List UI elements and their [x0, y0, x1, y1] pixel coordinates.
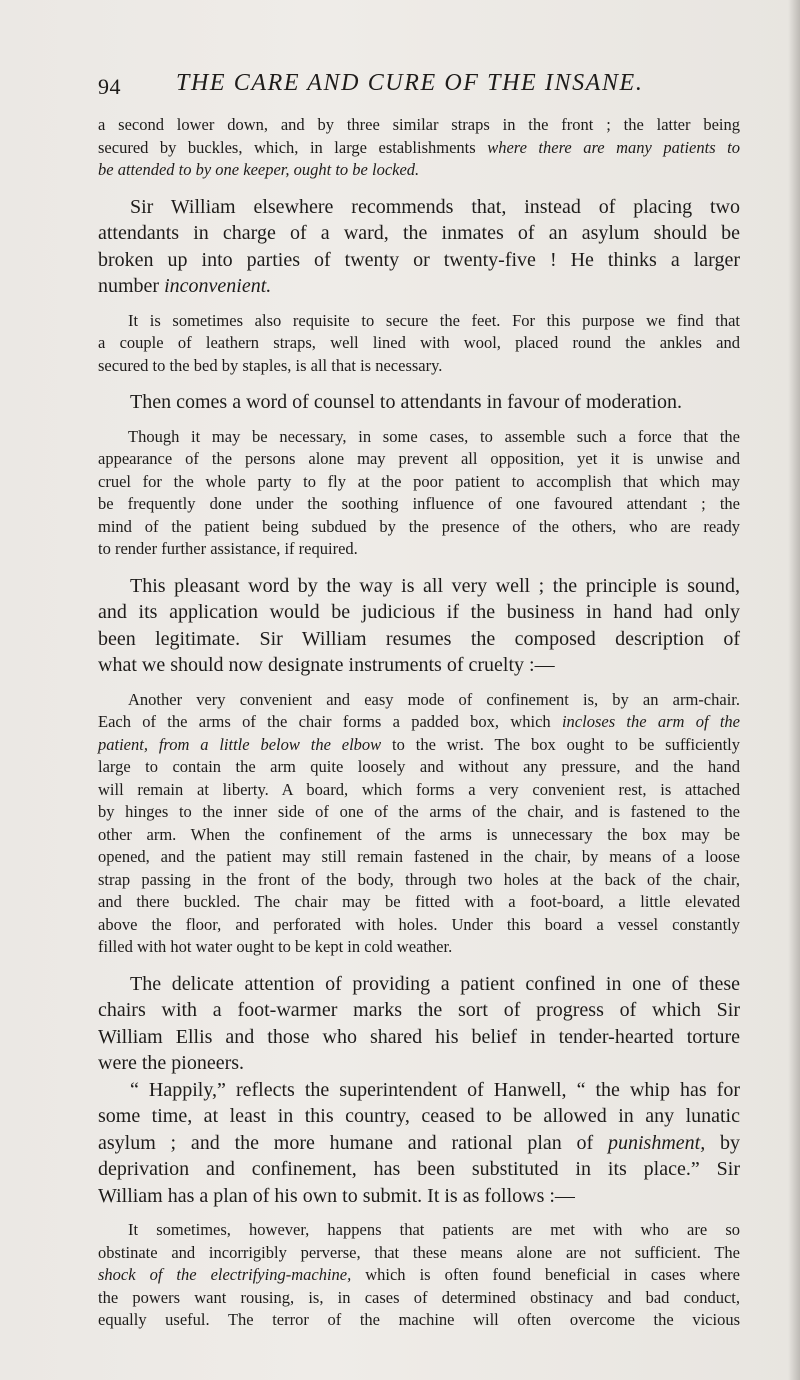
quoted-passage: [98, 1219, 740, 1332]
italic-phrase: shock of the electrifying-machine,: [98, 1265, 352, 1284]
text-line: some time, at least in this country, ceased to be allowed in any lunatic: [98, 1105, 740, 1127]
quoted-passage: [98, 310, 740, 378]
italic-phrase: inconvenient.: [164, 275, 272, 297]
quoted-passage: [98, 689, 740, 959]
page-number: 94: [98, 74, 121, 99]
text-line: equally useful. The terror of the machine will often overcome the vicious: [98, 1310, 740, 1329]
text-line: and there buckled. The chair may be fitted with a foot-board, a little elevated: [98, 892, 740, 911]
text-line: been legitimate. Sir William resumes the composed description of: [98, 627, 740, 650]
text-line: secured by buckles, which, in large establishments where there are many patients to: [98, 137, 740, 157]
running-head: THE CARE AND CURE OF THE INSANE.: [176, 70, 644, 96]
text-line: cruel for the whole party to fly at the poor patient to accomplish that which may: [98, 471, 740, 491]
quoted-passage: [98, 114, 740, 182]
text-line: obstinate and incorrigibly perverse, that these means alone are not sufficient. The: [98, 1242, 740, 1262]
text-line: Though it may be necessary, in some cases, to assemble such a force that the: [128, 426, 740, 446]
text-line: deprivation and confinement, has been substituted in its place.” Sir: [98, 1158, 740, 1180]
text-line: Each of the arms of the chair forms a padded box, which incloses the arm of the: [98, 712, 740, 731]
text-line: “ Happily,” reflects the superintendent of Hanwell, “ the whip has for: [130, 1078, 740, 1101]
text-line: Then comes a word of counsel to attendants in favour of moderation.: [130, 391, 683, 413]
text-line: secured to the bed by staples, is all that is necessary.: [98, 355, 443, 375]
page-edge-shadow: [788, 0, 800, 1380]
text-line: will remain at liberty. A board, which forms a very convenient rest, is attached: [98, 779, 740, 799]
body-paragraph: [98, 389, 740, 416]
italic-phrase: patient, from a little below the elbow: [98, 734, 382, 754]
text-line: what we should now designate instruments of cruelty :—: [98, 654, 555, 676]
text-line: a second lower down, and by three similar straps in the front ; the latter being: [98, 115, 740, 134]
text-line: large to contain the arm quite loosely and without any pressure, and the hand: [98, 757, 740, 776]
italic-phrase: be attended to by one keeper, ought to be locked.: [98, 160, 420, 179]
body-paragraph: [98, 573, 740, 679]
text-line: and its application would be judicious if the business in hand had only: [98, 601, 740, 623]
text-line: [98, 159, 740, 182]
text-line: attendants in charge of a ward, the inmates of an asylum should be: [98, 222, 740, 244]
text-line: filled with hot water ought to be kept in cold weather.: [98, 937, 453, 956]
text-line: William has a plan of his own to submit. It is as follows :—: [98, 1184, 575, 1207]
text-line: other arm. When the confinement of the arms is unnecessary the box may be: [98, 824, 740, 844]
text-line: by hinges to the inner side of one of the arms of the chair, and is fastened to the: [98, 802, 740, 821]
text-line: patient, from a little below the elbow to the wrist. The box ought to be sufficiently: [98, 734, 740, 754]
italic-phrase: punishment,: [607, 1131, 706, 1154]
quoted-passage: [98, 426, 740, 561]
text-line: appearance of the persons alone may prevent all opposition, yet it is unwise and: [98, 449, 740, 468]
text-line: broken up into parties of twenty or twenty-five ! He thinks a larger: [98, 248, 740, 271]
text-line: It sometimes, however, happens that patients are met with who are so: [128, 1220, 740, 1239]
text-line: to render further assistance, if required.: [98, 539, 358, 558]
text-line: the powers want rousing, is, in cases of determined obstinacy and bad conduct,: [98, 1287, 740, 1307]
text-line: strap passing in the front of the body, through two holes at the back of the chair,: [98, 869, 740, 889]
page-body: [98, 114, 740, 1332]
italic-phrase: where there are many patients to: [487, 137, 740, 157]
body-paragraph: [98, 194, 740, 300]
text-line: mind of the patient being subdued by the presence of the others, who are ready: [98, 516, 740, 536]
text-line: William Ellis and those who shared his belief in tender-hearted torture: [98, 1025, 740, 1048]
text-line: asylum ; and the more humane and rational plan of punishment, by: [98, 1131, 740, 1154]
page-header: [98, 68, 748, 104]
text-line: a couple of leathern straps, well lined with wool, placed round the ankles and: [98, 333, 740, 352]
italic-phrase: incloses the arm of the: [561, 712, 740, 731]
text-line: Another very convenient and easy mode of confinement is, by an arm-chair.: [128, 689, 740, 709]
text-line: shock of the electrifying-machine, which is often found beneficial in cases where: [98, 1265, 740, 1284]
text-line: It is sometimes also requisite to secure the feet. For this purpose we find that: [128, 310, 740, 330]
text-line: be frequently done under the soothing influence of one favoured attendant ; the: [98, 494, 740, 513]
text-line: Sir William elsewhere recommends that, instead of placing two: [130, 195, 740, 218]
text-line: number inconvenient.: [98, 275, 272, 297]
text-line: The delicate attention of providing a patient confined in one of these: [130, 972, 740, 995]
text-line: were the pioneers.: [98, 1052, 245, 1074]
body-paragraph: [98, 1077, 740, 1210]
text-line: This pleasant word by the way is all very well ; the principle is sound,: [130, 574, 740, 597]
body-paragraph: [98, 971, 740, 1077]
text-line: opened, and the patient may still remain fastened in the chair, by means of a loose: [98, 847, 740, 866]
text-line: chairs with a foot-warmer marks the sort of progress of which Sir: [98, 999, 740, 1021]
text-line: above the floor, and perforated with holes. Under this board a vessel constantly: [98, 914, 740, 934]
